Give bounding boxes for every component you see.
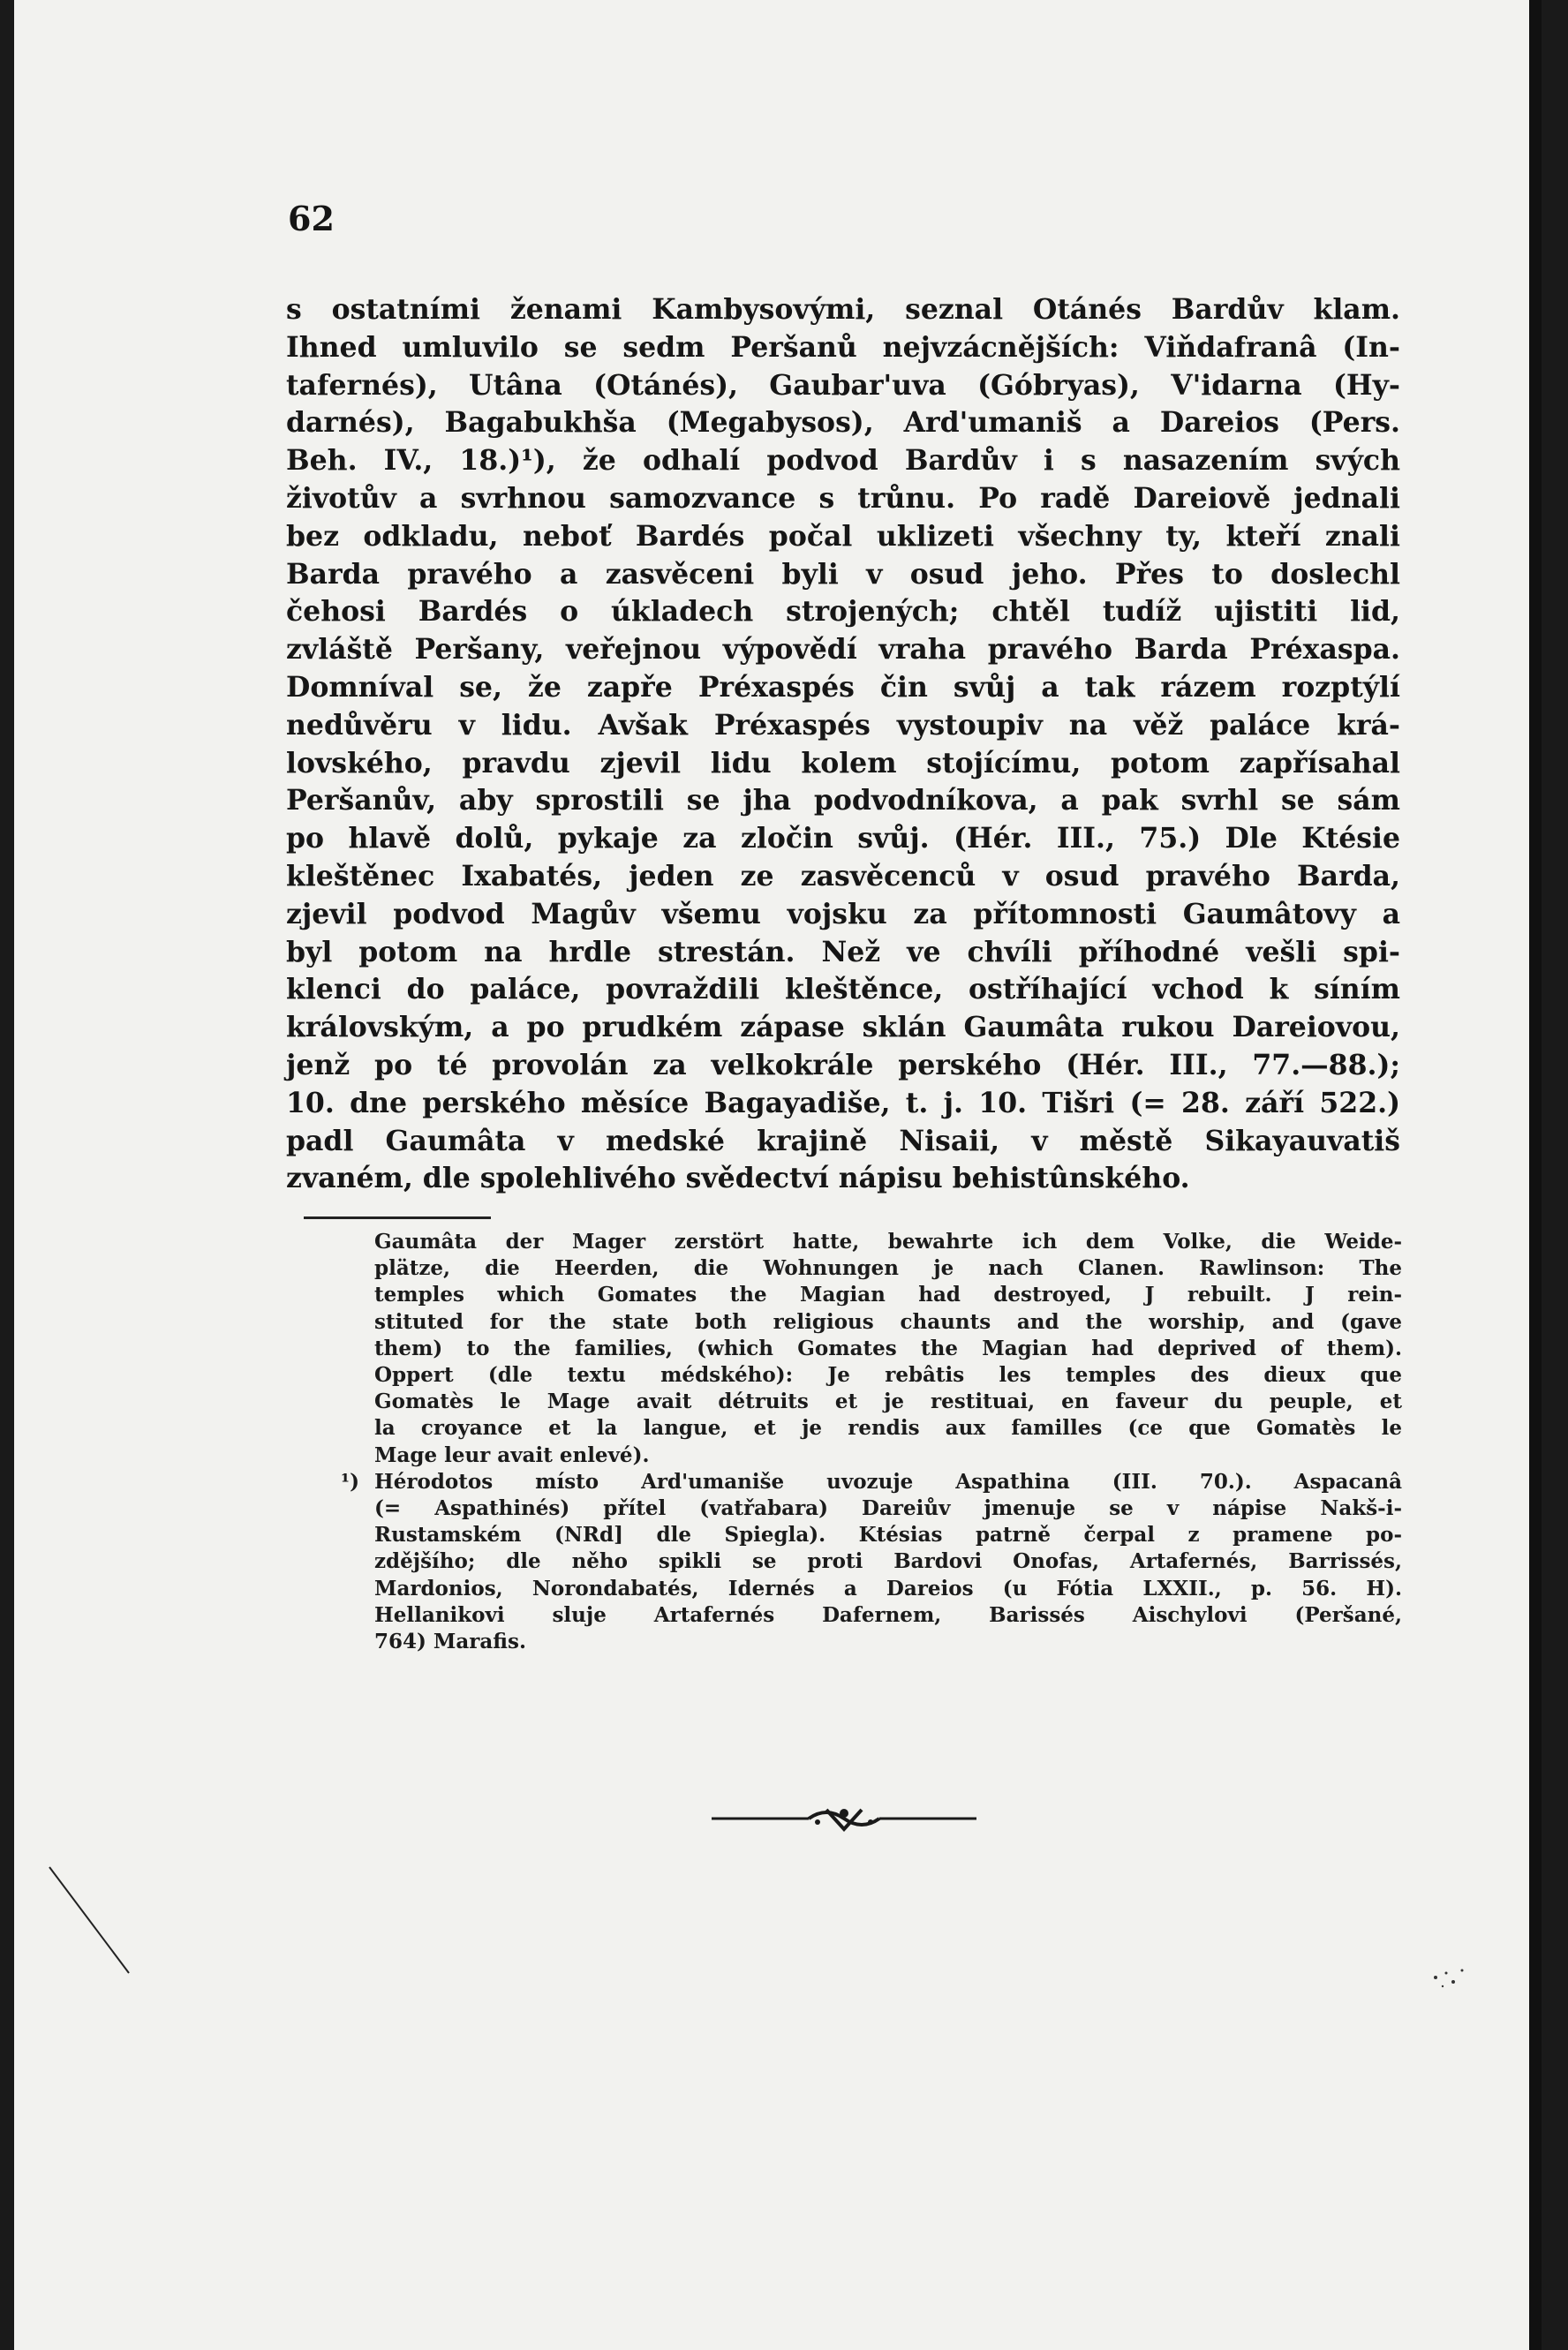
footnotes [341,1229,1402,1655]
footnote-line: (= Aspathinés) přítel (vatřabara) Dareiův jmenuje se v nápise Nakš-i- [374,1496,1402,1521]
footnote-line: Mage leur avait enlevé). [374,1442,650,1467]
end-ornament-icon [694,1801,994,1836]
footnote-line: Gaumâta der Mager zerstört hatte, bewahrte ich dem Volke, die Weide- [374,1230,1402,1254]
body-line: lovského, pravdu zjevil lidu kolem stojícímu, potom zapřísahal [286,746,1400,780]
main-body-text [286,291,1400,1198]
footnote-1 [341,1469,1402,1655]
scan-scratch-mark-icon [45,1863,169,2013]
body-line: kleštěnec Ixabatés, jeden ze zasvěcenců v osud pravého Barda, [286,859,1400,893]
footnote-line: them) to the families, (which Gomates the Magian had deprived of them). [374,1336,1402,1360]
page-number: 62 [288,199,335,238]
scanned-page [14,0,1542,2350]
footnote-separator [304,1216,491,1219]
body-line: bez odkladu, neboť Bardés počal uklizeti všechny ty, kteří znali [286,519,1400,553]
footnote-line: stituted for the state both religious chaunts and the worship, and (gave [374,1309,1402,1334]
footnote-line: la croyance et la langue, et je rendis aux familles (ce que Gomatès le [374,1416,1402,1441]
footnote-continued [374,1229,1402,1469]
scan-speck-marks-icon [1427,1960,1480,2013]
body-line: zvaném, dle spolehlivého svědectví nápisu behistûnského. [286,1162,1190,1195]
page-edge-shadow [1529,0,1542,2350]
footnote-line: zdějšího; dle něho spikli se proti Bardovi Onofas, Artafernés, Barrissés, [374,1549,1402,1574]
body-line: královským, a po prudkém zápase sklán Gaumâta rukou Dareiovou, [286,1011,1400,1044]
footnote-line: Mardonios, Norondabatés, Idernés a Dareios (u Fótia LXXII., p. 56. H). [374,1576,1402,1601]
body-line: Domníval se, že zapře Préxaspés čin svůj a tak rázem rozptýlí [286,670,1400,704]
body-line: nedůvěru v lidu. Avšak Préxaspés vystoupiv na věž paláce krá- [286,708,1400,742]
footnote-line: Hellanikovi sluje Artafernés Dafernem, Barissés Aischylovi (Peršané, [374,1602,1402,1627]
body-line: 10. dne perského měsíce Bagayadiše, t. j. 10. Tišri (= 28. září 522.) [286,1086,1400,1119]
body-line: čehosi Bardés o úkladech strojených; chtěl tudíž ujistiti lid, [286,595,1400,629]
footnote-line: Rustamském (NRd] dle Spiegla). Ktésias patrně čerpal z pramene po- [374,1523,1402,1548]
body-line: zvláště Peršany, veřejnou výpovědí vraha pravého Barda Préxaspa. [286,633,1400,667]
body-line: Beh. IV., 18.)¹), že odhalí podvod Bardův i s nasazením svých [286,444,1400,478]
body-line: klenci do paláce, povraždili kleštěnce, ostříhající vchod k síním [286,973,1400,1006]
footnote-line: 764) Marafis. [374,1630,526,1654]
body-line: darnés), Bagabukhša (Megabysos), Ard'umaniš a Dareios (Pers. [286,406,1400,440]
footnote-line: Hérodotos místo Ard'umaniše uvozuje Aspathina (III. 70.). Aspacanâ [374,1469,1402,1494]
body-line: životův a svrhnou samozvance s trůnu. Po radě Dareiově jednali [286,481,1400,515]
footnote-line: plätze, die Heerden, die Wohnungen je nach Clanen. Rawlinson: The [374,1256,1402,1281]
body-line: jenž po té provolán za velkokrále perského (Hér. III., 77.—88.); [286,1048,1400,1081]
body-line: s ostatními ženami Kambysovými, seznal Otánés Bardův klam. [286,293,1400,326]
body-line: zjevil podvod Magův všemu vojsku za přítomnosti Gaumâtovy a [286,897,1400,930]
footnote-line: temples which Gomates the Magian had destroyed, J rebuilt. J rein- [374,1283,1402,1307]
body-line: Barda pravého a zasvěceni byli v osud jeho. Přes to doslechl [286,557,1400,591]
body-line: Ihned umluvilo se sedm Peršanů nejvzácnějších: Viňdafranâ (In- [286,330,1400,364]
body-line: padl Gaumâta v medské krajině Nisaii, v městě Sikayauvatiš [286,1124,1400,1157]
body-line: po hlavě dolů, pykaje za zločin svůj. (Hér. III., 75.) Dle Ktésie [286,822,1400,855]
body-line: Peršanův, aby sprostili se jha podvodníkova, a pak svrhl se sám [286,784,1400,817]
body-line: byl potom na hrdle strestán. Než ve chvíli příhodné vešli spi- [286,935,1400,968]
footnote-line: Gomatès le Mage avait détruits et je restituai, en faveur du peuple, et [374,1390,1402,1414]
footnote-marker: ¹) [341,1469,359,1494]
footnote-line: Oppert (dle textu médského): Je rebâtis les temples des dieux que [374,1363,1402,1388]
body-line: tafernés), Utâna (Otánés), Gaubar'uva (Góbryas), V'idarna (Hy- [286,368,1400,402]
